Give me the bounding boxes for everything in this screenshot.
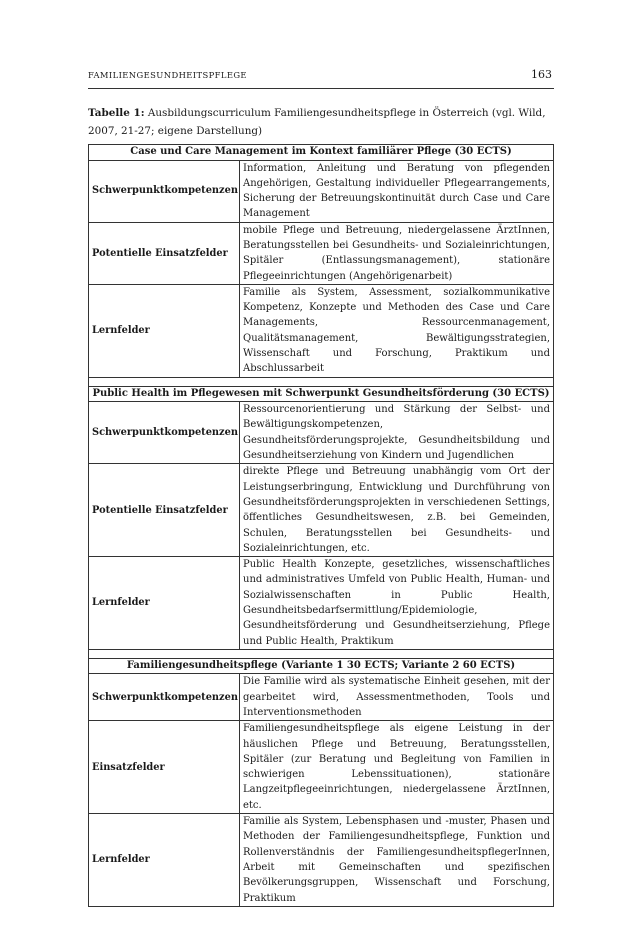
table-row (89, 222, 554, 284)
page-header (88, 68, 554, 86)
spacer-row (89, 377, 554, 386)
row-text: mobile Pflege und Betreuung, niedergelassene ÄrztInnen, Beratungsstellen bei Gesundheits- und Sozialeinrichtungen, Spitäler (Entlassungsmanagement), stationäre Pflegeeinrichtungen (Angehörigenarbeit) (240, 222, 554, 284)
curriculum-table (88, 144, 554, 907)
table-caption (88, 105, 554, 140)
row-text: Die Familie wird als systematische Einheit gesehen, mit der gearbeitet wird, Assessmentmethoden, Tools und Interventionsmethoden (240, 674, 554, 721)
row-text: direkte Pflege und Betreuung unabhängig vom Ort der Leistungserbringung, Entwicklung und Durchführung von Gesundheitsförderungsprojekten in verschiedenen Settings, öffentliches Gesundheitswesen, z.B. bei Gemeinden, Schulen, Beratungsstellen bei Gesundheits- und Sozialeinrichtungen, etc. (240, 464, 554, 557)
row-text: Public Health Konzepte, gesetzliches, wissenschaftliches und administratives Umfeld von Public Health, Human- und Sozialwissenschaften in Public Health, Gesundheitsbedarfsermittlung/Epidemiologie, Gesundheitsförderung und Gesundheitserziehung, Pflege und Public Health, Praktikum (240, 557, 554, 650)
row-text: Familie als System, Lebensphasen und -muster, Phasen und Methoden der Familiengesundheitspflege, Funktion und Rollenverständnis der FamiliengesundheitspflegerInnen, Arbeit mit Gemeinschaften und spezifischen Bevölkerungsgruppen, Wissenschaft und Forschung, Praktikum (240, 814, 554, 907)
table-row (89, 284, 554, 377)
row-label: Einsatzfelder (89, 721, 240, 814)
page-number: 163 (531, 68, 552, 81)
section-header-row (89, 386, 554, 402)
running-head: FAMILIENGESUNDHEITSPFLEGE (88, 70, 247, 80)
caption-text: Ausbildungscurriculum Familiengesundheitspflege in Österreich (vgl. Wild, 2007, 21-27; eigene Darstellung) (88, 107, 546, 137)
row-label: Schwerpunktkompetenzen (89, 160, 240, 222)
spacer-row (89, 649, 554, 658)
section-header-row (89, 658, 554, 674)
section-title: Case und Care Management im Kontext familiärer Pflege (30 ECTS) (89, 145, 554, 161)
table-row (89, 721, 554, 814)
table-row (89, 464, 554, 557)
spacer-cell (89, 649, 554, 658)
header-rule (88, 88, 554, 89)
caption-label: Tabelle 1: (88, 107, 145, 119)
row-label: Lernfelder (89, 557, 240, 650)
spacer-cell (89, 377, 554, 386)
table-row (89, 402, 554, 464)
row-label: Potentielle Einsatzfelder (89, 222, 240, 284)
row-label: Lernfelder (89, 284, 240, 377)
row-label: Schwerpunktkompetenzen (89, 402, 240, 464)
row-text: Ressourcenorientierung und Stärkung der Selbst- und Bewältigungskompetenzen, Gesundheitsförderungsprojekte, Gesundheitsbildung und Gesundheitserziehung von Kindern und Jugendlichen (240, 402, 554, 464)
row-label: Lernfelder (89, 814, 240, 907)
row-label: Schwerpunktkompetenzen (89, 674, 240, 721)
table-row (89, 814, 554, 907)
row-text: Familiengesundheitspflege als eigene Leistung in der häuslichen Pflege und Betreuung, Beratungsstellen, Spitäler (zur Beratung und Begleitung von Familien in schwierigen Lebenssituationen), stationäre Langzeitpflegeeinrichtungen, niedergelassene ÄrztInnen, etc. (240, 721, 554, 814)
section-header-row (89, 145, 554, 161)
section-title: Public Health im Pflegewesen mit Schwerpunkt Gesundheitsförderung (30 ECTS) (89, 386, 554, 402)
row-label: Potentielle Einsatzfelder (89, 464, 240, 557)
table-row (89, 160, 554, 222)
table-row (89, 674, 554, 721)
row-text: Familie als System, Assessment, sozialkommunikative Kompetenz, Konzepte und Methoden des Case und Care Managements, Ressourcenmanagement, Qualitätsmanagement, Bewältigungsstrategien, Wissenschaft und Forschung, Praktikum und Abschlussarbeit (240, 284, 554, 377)
section-title: Familiengesundheitspflege (Variante 1 30 ECTS; Variante 2 60 ECTS) (89, 658, 554, 674)
table-row (89, 557, 554, 650)
row-text: Information, Anleitung und Beratung von pflegenden Angehörigen, Gestaltung individueller Pflegearrangements, Sicherung der Betreuungskontinuität durch Case und Care Management (240, 160, 554, 222)
